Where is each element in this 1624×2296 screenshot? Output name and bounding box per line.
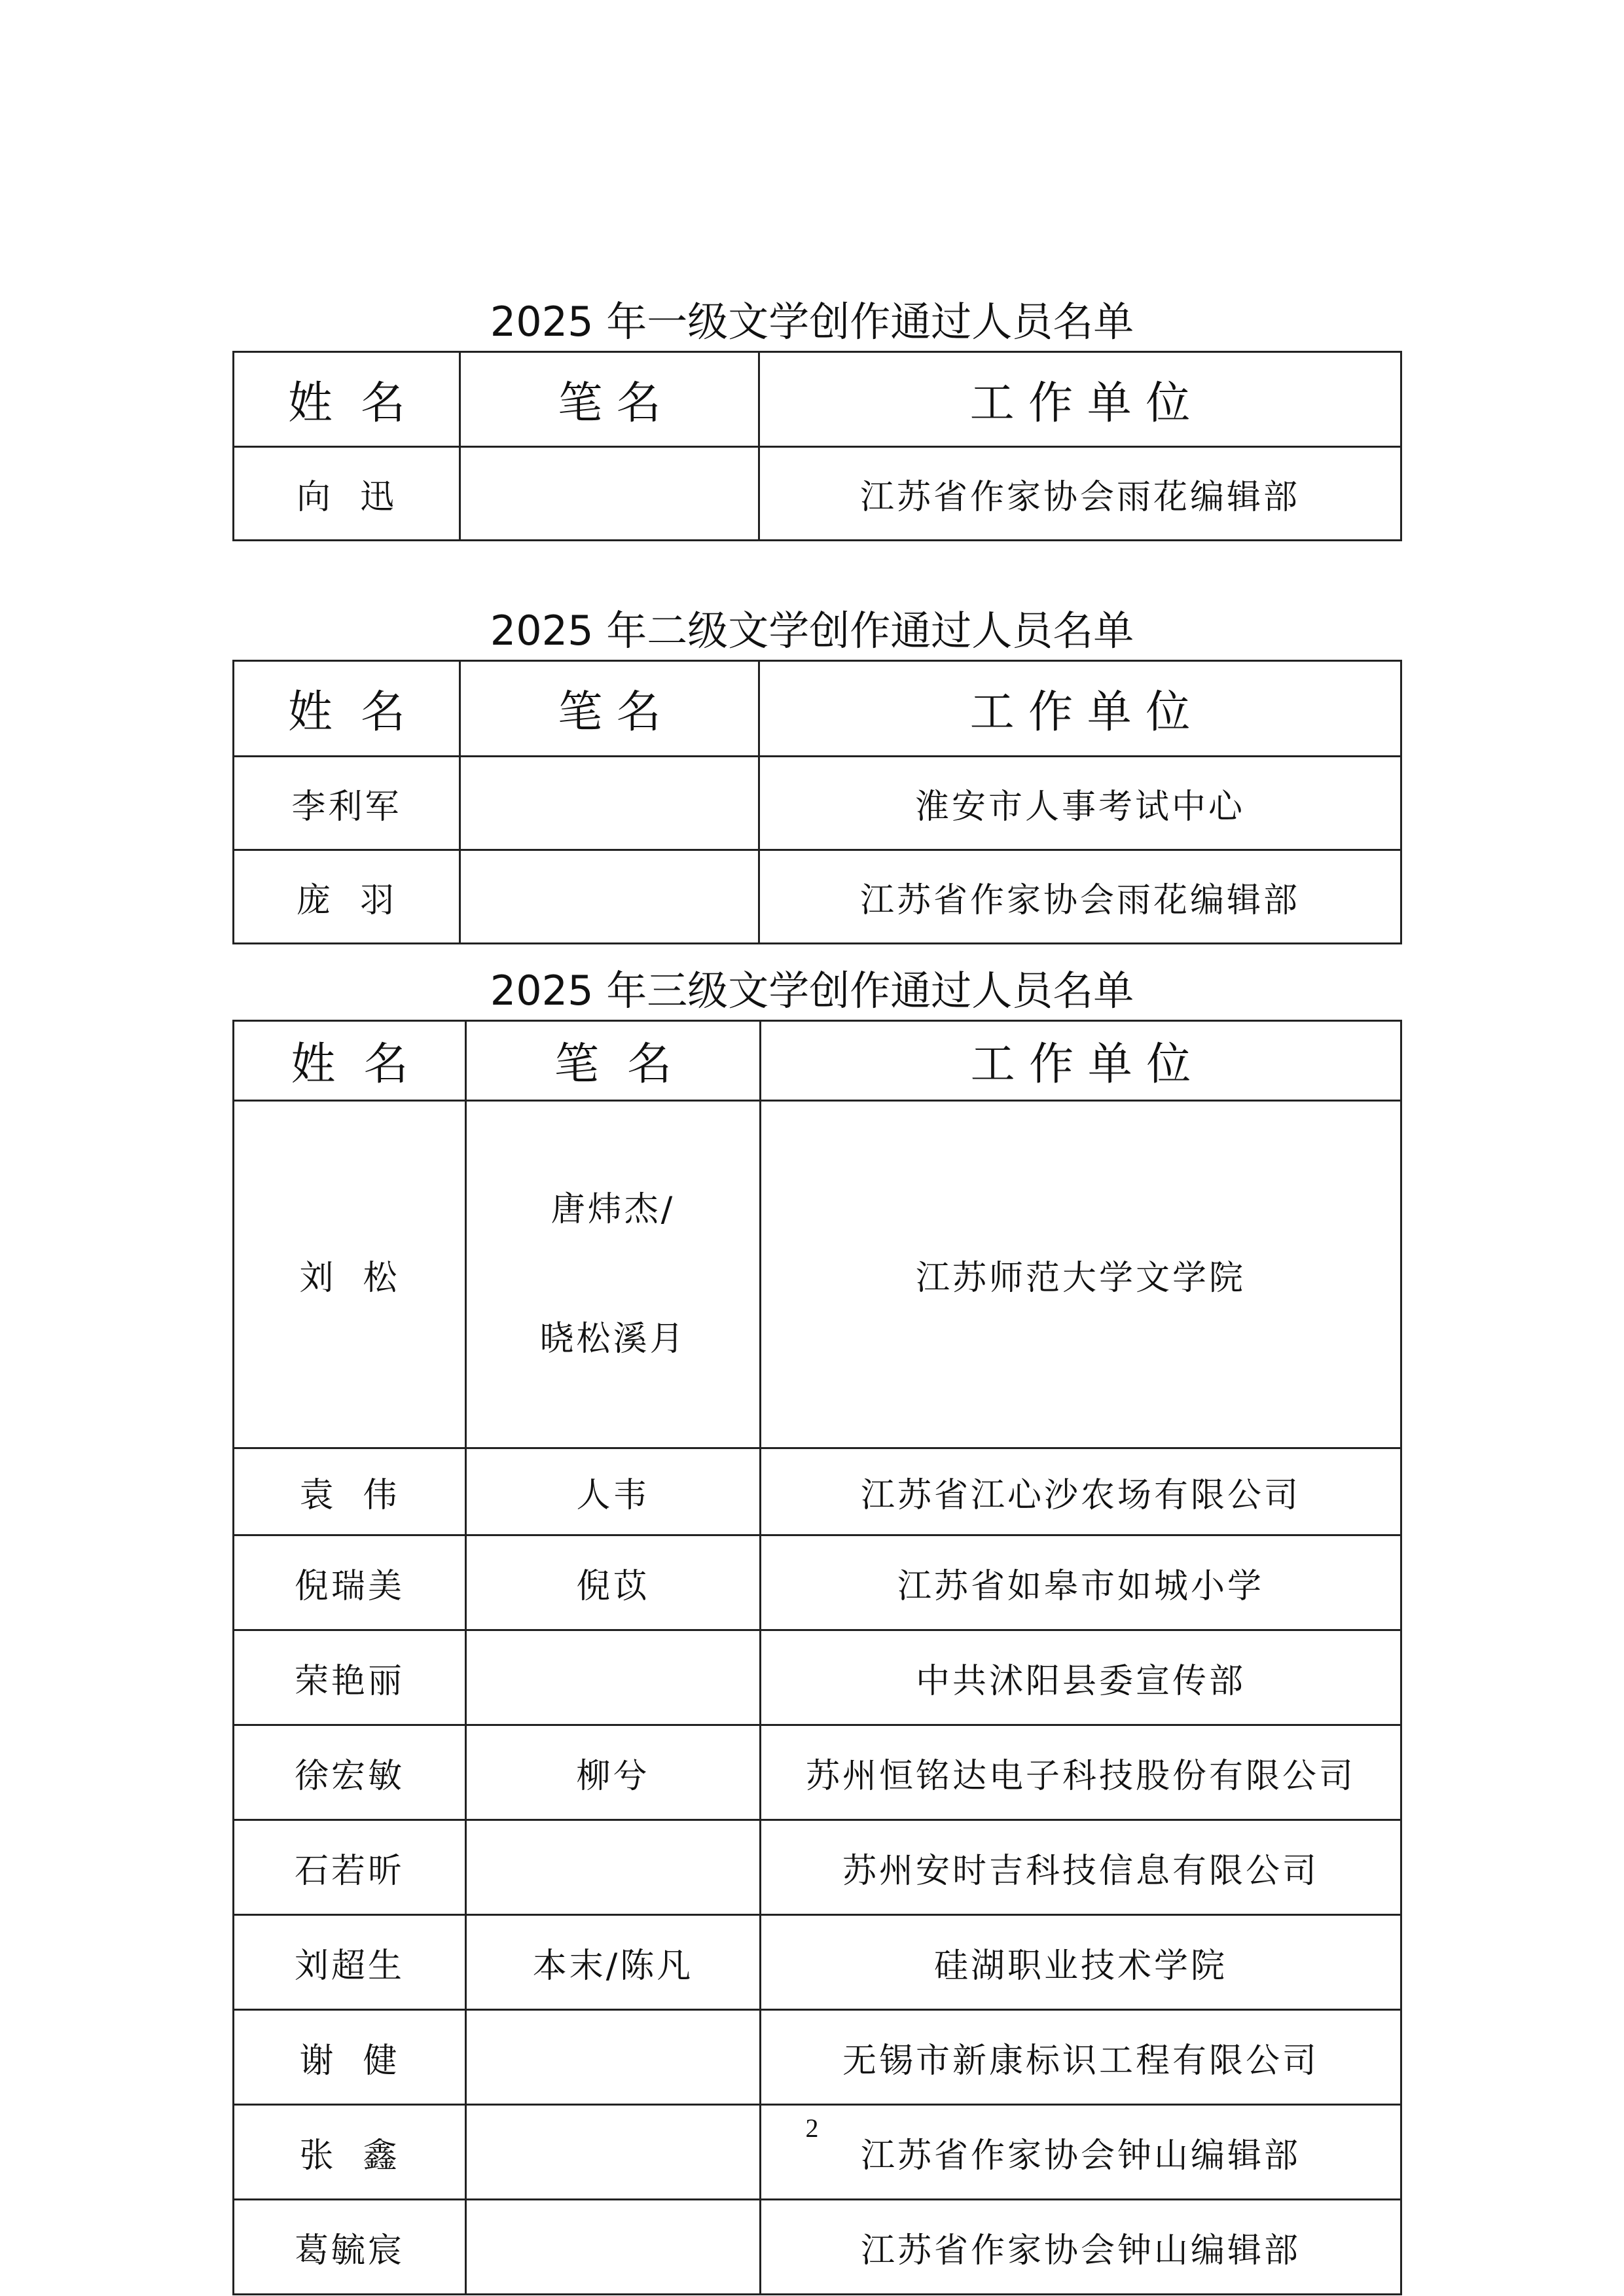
cell-name: 石若昕 bbox=[234, 1820, 466, 1915]
header-employer: 工 作 单 位 bbox=[759, 352, 1401, 447]
cell-employer: 硅湖职业技术学院 bbox=[761, 1915, 1401, 2010]
table-row bbox=[234, 1820, 1401, 1915]
section-title-level-3: 2025 年三级文学创作通过人员名单 bbox=[490, 967, 1134, 1014]
header-employer: 工 作 单 位 bbox=[759, 661, 1401, 757]
table-row bbox=[234, 447, 1401, 541]
cell-pen-name bbox=[466, 1630, 761, 1725]
cell-employer: 江苏省作家协会雨花编辑部 bbox=[759, 447, 1401, 541]
cell-employer: 淮安市人事考试中心 bbox=[759, 757, 1401, 850]
cell-pen-name: 本末/陈凡 bbox=[466, 1915, 761, 2010]
table-row bbox=[234, 1448, 1401, 1535]
table-row bbox=[234, 1535, 1401, 1630]
section-title-level-2: 2025 年二级文学创作通过人员名单 bbox=[490, 607, 1134, 655]
cell-pen-name: 柳兮 bbox=[466, 1725, 761, 1820]
cell-name: 荣艳丽 bbox=[234, 1630, 466, 1725]
table-row bbox=[234, 850, 1401, 944]
table-header-row bbox=[234, 352, 1401, 447]
cell-employer: 江苏省作家协会钟山编辑部 bbox=[761, 2105, 1401, 2200]
cell-name: 张 鑫 bbox=[234, 2105, 466, 2200]
cell-pen-name bbox=[466, 1101, 761, 1448]
table-row bbox=[234, 1725, 1401, 1820]
cell-name: 葛毓宸 bbox=[234, 2200, 466, 2295]
header-name: 姓 名 bbox=[234, 661, 460, 757]
cell-employer: 江苏省如皋市如城小学 bbox=[761, 1535, 1401, 1630]
cell-name: 徐宏敏 bbox=[234, 1725, 466, 1820]
pen-name-line: 唐炜杰/ bbox=[550, 1190, 676, 1229]
cell-pen-name bbox=[460, 447, 759, 541]
cell-employer: 江苏师范大学文学院 bbox=[761, 1101, 1401, 1448]
roster-table-level-1 bbox=[232, 351, 1402, 541]
header-name: 姓 名 bbox=[234, 352, 460, 447]
cell-pen-name bbox=[460, 850, 759, 944]
cell-employer: 苏州安时吉科技信息有限公司 bbox=[761, 1820, 1401, 1915]
header-pen-name: 笔 名 bbox=[460, 352, 759, 447]
cell-employer: 中共沭阳县委宣传部 bbox=[761, 1630, 1401, 1725]
cell-name: 倪瑞美 bbox=[234, 1535, 466, 1630]
cell-name: 刘 松 bbox=[234, 1101, 466, 1448]
table-row bbox=[234, 1630, 1401, 1725]
cell-employer: 无锡市新康标识工程有限公司 bbox=[761, 2010, 1401, 2105]
table-row bbox=[234, 2200, 1401, 2295]
table-header-row bbox=[234, 1021, 1401, 1101]
cell-pen-name bbox=[466, 2010, 761, 2105]
table-row bbox=[234, 1101, 1401, 1448]
cell-pen-name bbox=[466, 2200, 761, 2295]
cell-employer: 江苏省江心沙农场有限公司 bbox=[761, 1448, 1401, 1535]
cell-name: 庞 羽 bbox=[234, 850, 460, 944]
cell-name: 谢 健 bbox=[234, 2010, 466, 2105]
cell-employer: 苏州恒铭达电子科技股份有限公司 bbox=[761, 1725, 1401, 1820]
cell-pen-name bbox=[460, 757, 759, 850]
table-row bbox=[234, 1915, 1401, 2010]
cell-name: 袁 伟 bbox=[234, 1448, 466, 1535]
cell-name: 刘超生 bbox=[234, 1915, 466, 2010]
roster-table-level-2 bbox=[232, 660, 1402, 944]
table-row bbox=[234, 2010, 1401, 2105]
cell-employer: 江苏省作家协会钟山编辑部 bbox=[761, 2200, 1401, 2295]
cell-pen-name: 人韦 bbox=[466, 1448, 761, 1535]
header-pen-name: 笔 名 bbox=[460, 661, 759, 757]
header-pen-name: 笔 名 bbox=[466, 1021, 761, 1101]
page-number: 2 bbox=[805, 2113, 819, 2143]
cell-pen-name bbox=[466, 1820, 761, 1915]
pen-name-line: 晓松溪月 bbox=[539, 1319, 687, 1359]
table-row bbox=[234, 757, 1401, 850]
section-title-level-1: 2025 年一级文学创作通过人员名单 bbox=[490, 298, 1134, 346]
cell-name: 向 迅 bbox=[234, 447, 460, 541]
cell-pen-name: 倪苡 bbox=[466, 1535, 761, 1630]
header-name: 姓 名 bbox=[234, 1021, 466, 1101]
cell-employer: 江苏省作家协会雨花编辑部 bbox=[759, 850, 1401, 944]
table-header-row bbox=[234, 661, 1401, 757]
header-employer: 工 作 单 位 bbox=[761, 1021, 1401, 1101]
roster-table-level-3 bbox=[232, 1020, 1402, 2295]
cell-name: 李利军 bbox=[234, 757, 460, 850]
